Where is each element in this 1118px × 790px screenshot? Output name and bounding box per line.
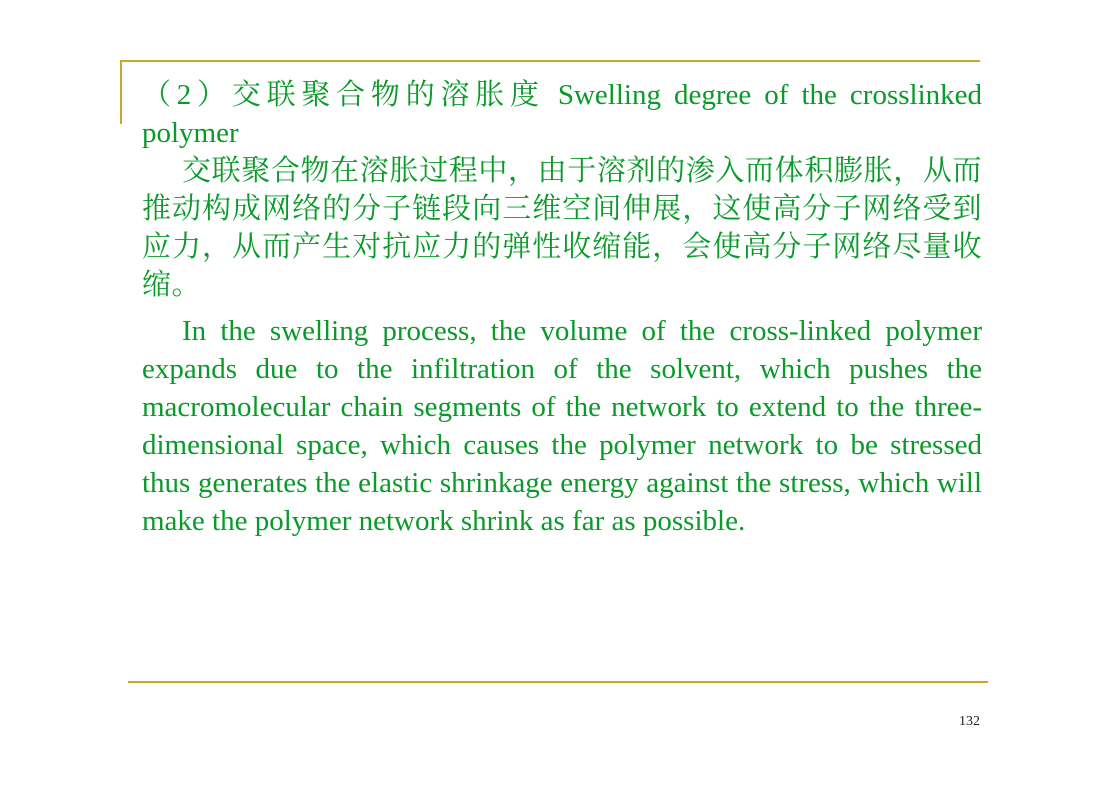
english-paragraph: In the swelling process, the volume of the cross-linked polymer expands due to the infiltration of the solvent, which pushes the macromolecular chain segments of the network to extend to the three-dimensional space, which causes the polymer network to be stressed thus generates the elastic shrinkage energy against the stress, which will make the polymer network shrink as far as possible. <box>142 315 982 537</box>
top-divider <box>120 60 980 62</box>
slide-heading: （2）交联聚合物的溶胀度 Swelling degree of the crosslinked polymer <box>142 79 982 149</box>
slide-content <box>142 76 982 540</box>
chinese-paragraph: 交联聚合物在溶胀过程中，由于溶剂的渗入而体积膨胀，从而推动构成网络的分子链段向三维空间伸展，这使高分子网络受到应力，从而产生对抗应力的弹性收缩能，会使高分子网络尽量收缩。 <box>142 155 982 301</box>
bottom-divider <box>128 681 988 683</box>
page-number: 132 <box>959 714 980 729</box>
left-divider <box>120 60 122 124</box>
